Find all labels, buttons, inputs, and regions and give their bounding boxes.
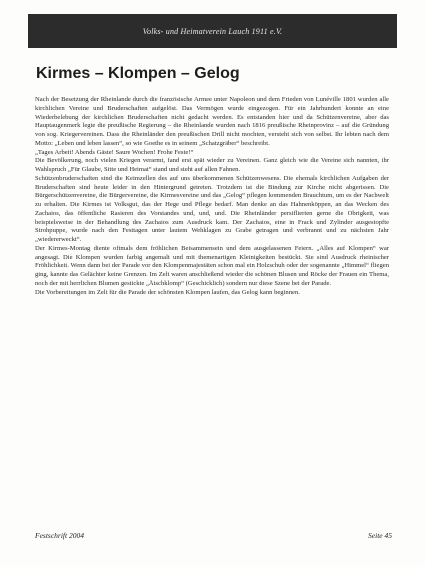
paragraph: Die Vorbereitungen im Zelt für die Parade der schönsten Klompen laufen, das Gelog kann beginnen. (35, 288, 300, 296)
footer-page-number: Seite 45 (368, 531, 392, 540)
paragraph: „Tages Arbeit! Abends Gäste! Saure Wochen! Frohe Feste!“ (35, 148, 194, 156)
paragraph: Nach der Besetzung der Rheinlande durch die französische Armee unter Napoleon und dem Frieden von Lunéville 1801 wurden alle kirchlichen Vereine und Bruderschaften aufgelöst. Das Vermögen wurde eingezogen. Für ein Jahrhundert konnte an eine Wiederbelebung der kirchlichen Bruderschaften nicht gedacht werden. Es entstanden hier und da Schützenvereine, aber das Hauptaugenmerk legte die preußische Regierung – die Rheinlande wurden nach 1816 preußische Rheinprovinz – auf die Gründung von sog. Kriegervereinen. Dass die Rheinländer den preußischen Drill nicht mochten, versteht sich von selbst. Ihr lebten nach dem Motto: „Leben und leben lassen“, so wie Goethe es in seinem „Schatzgräber“ beschreibt. (35, 96, 389, 147)
paragraph: Schützenbruderschaften sind die Keimzellen des auf uns überkommenen Schützenwesens. Die ehemals kirchlichen Aufgaben der Bruderschaften sind heute leider in den Hintergrund getreten. Trotzdem ist die Bindung zur Kirche nicht abgerissen. Die Bürgerschützenvereine, die Bürgervereine, die Kirmesvereine und das „Gelog“ pflegen kommenden Brauchtum, um es der Nachwelt zu erhalten. Die Kirmes ist Volksgut, das der Hege und Pflege bedarf. Man denke an das Hahnenköppen, an das Wecken des Zachaios, das öffentliche Rasieren des Vorstandes und, und, und. Die Rheinländer persiflierten gerne die Obrigkeit, was beispielsweise in der Behandlung des Zachaios zum Ausdruck kam. Der Zachaios, eine in Frack und Zylinder ausgestopfte Strohpuppe, wurde nach den Festtagen unter lautem Wehklagen zu Grabe getragen und verbrannt und zu nächsten Jahr „wiedererweckt“. (35, 174, 389, 243)
article-body (35, 96, 389, 297)
footer-publication: Festschrift 2004 (35, 531, 84, 540)
paragraph: Die Bevölkerung, noch vielen Kriegen verarmt, fand erst spät wieder zu Vereinen. Ganz gleich wie die Vereine sich nannten, ihr Wahlspruch „Für Glaube, Sitte und Heimat“ stand und steht auf allen Fahnen. (35, 157, 389, 173)
header-banner (28, 14, 397, 48)
paragraph: Der Kirmes-Montag diente oftmals dem fröhlichen Beisammensein und dem ausgelassenen Feiern. „Alles auf Klompen“ war angesagt. Die Klompen wurden farbig angemalt und mit themenartigen Kleinigkeiten bestückt. Sie sind Ausdruck rheinischer Fröhlichkeit. Wenn dann bei der Parade vor den Klompenmajestäten schon mal ein Holzschuh oder der sogenannte „Himmel“ fliegen ging, kannte das Gelächter keine Grenzen. Im Zelt waren anschließend wieder die schönen Blusen und Röcke der Frauen ein Thema, noch der mit herrlichen Blumen gestickte „Ätschklomp“ (Geschicklich) sondern nur diese Szene bei der Parade. (35, 244, 389, 287)
header-text: Volks- und Heimatverein Lauch 1911 e.V. (142, 26, 283, 36)
article-title: Kirmes – Klompen – Gelog (36, 65, 240, 82)
